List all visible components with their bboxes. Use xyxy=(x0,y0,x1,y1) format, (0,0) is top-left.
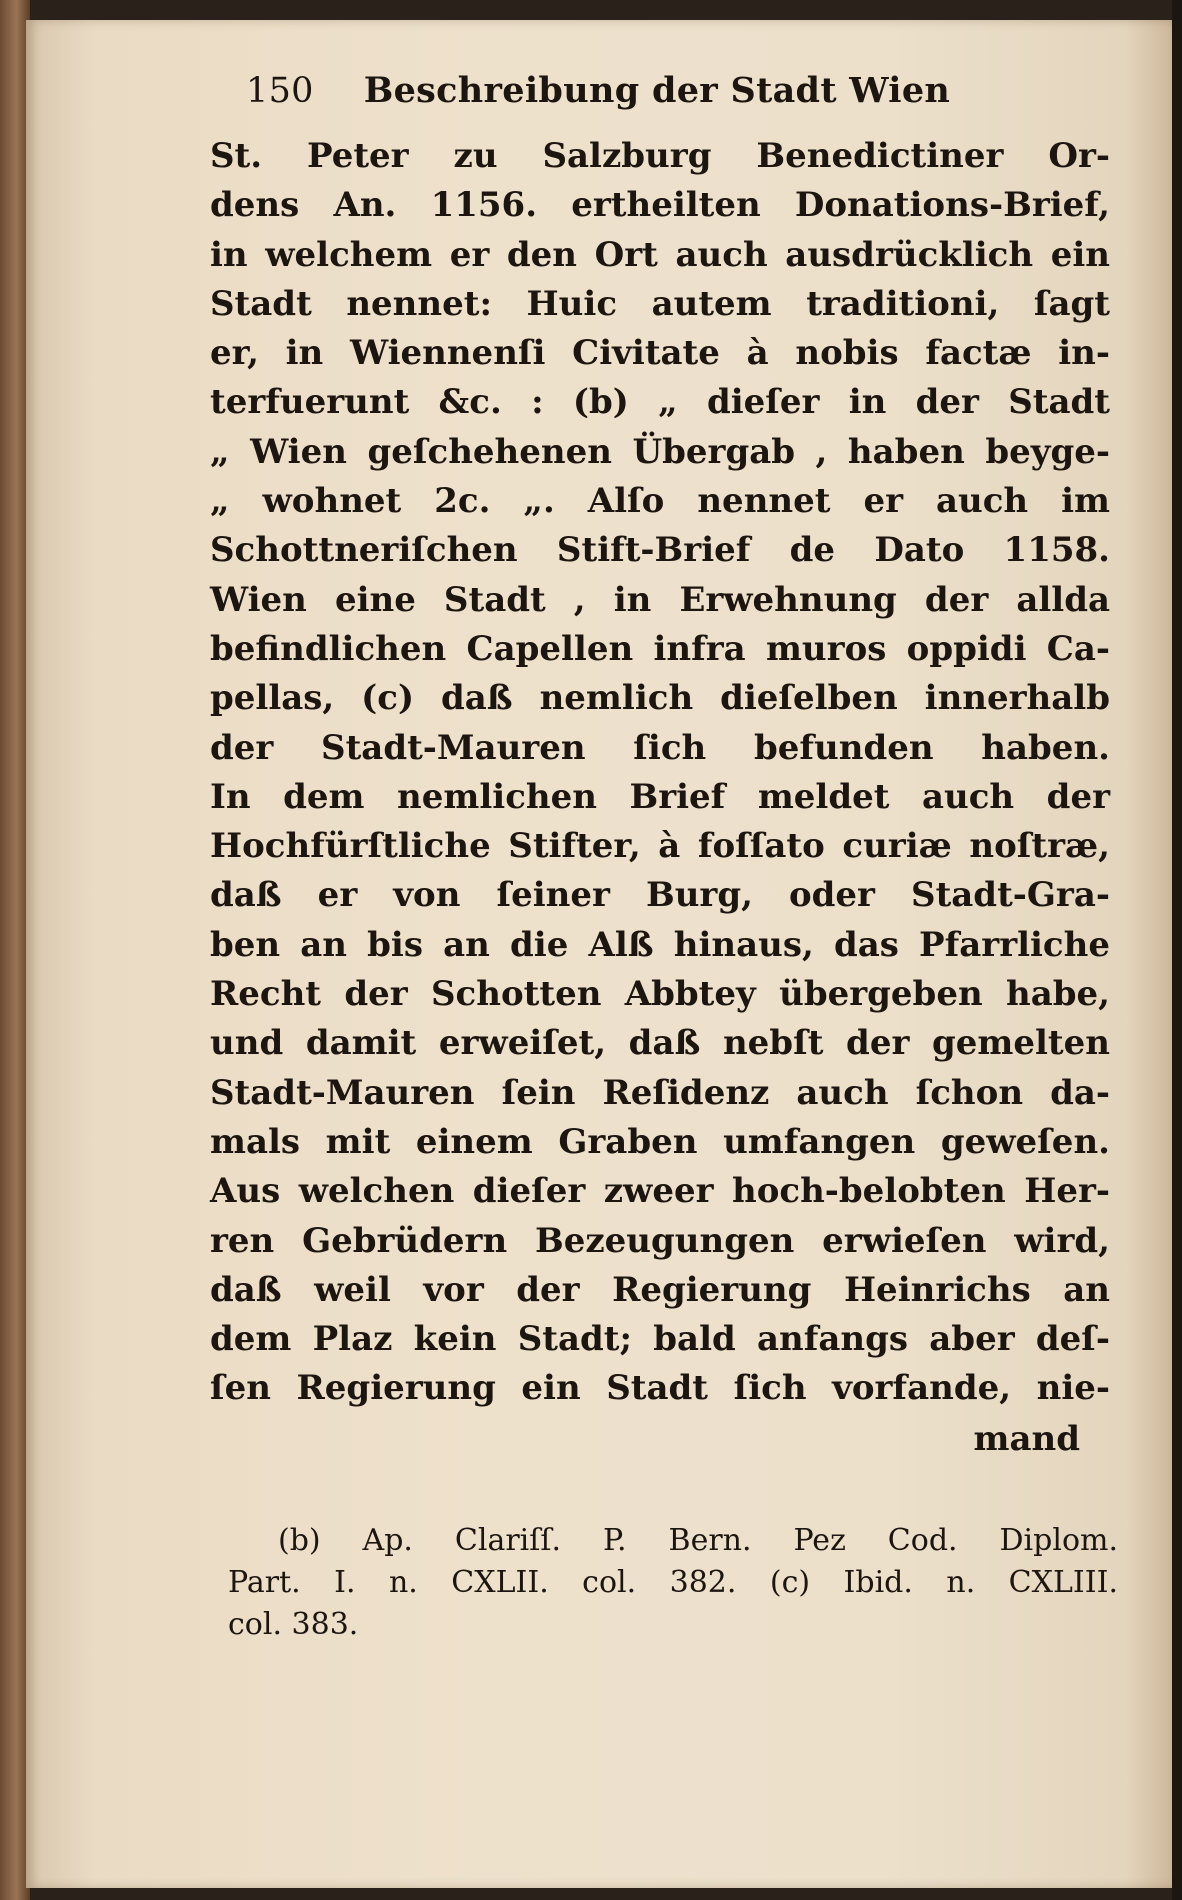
text-line: dens An. 1156. ertheilten Donations-Brief, xyxy=(210,185,1110,226)
text-line: terfuerunt &c. : (b) „ dieſer in der Stadt xyxy=(210,382,1110,423)
text-line: Stadt-Mauren ſein Reſidenz auch ſchon da- xyxy=(210,1072,1110,1113)
running-head-title: Beschreibung der Stadt Wien xyxy=(363,70,951,111)
text-line: Aus welchen dieſer zweer hoch-belobten Her- xyxy=(210,1171,1110,1212)
catchword: mand xyxy=(973,1418,1080,1459)
text-line: Hochfürſtliche Stifter, à foſſato curiæ noſtræ, xyxy=(210,826,1110,867)
page-number: 150 xyxy=(246,71,314,111)
text-line: pellas, (c) daß nemlich dieſelben innerhalb xyxy=(210,678,1110,719)
text-line: in welchem er den Ort auch ausdrücklich ein xyxy=(210,234,1110,275)
text-line: dem Plaz kein Stadt; bald anfangs aber deſ- xyxy=(210,1319,1110,1360)
text-line: und damit erweiſet, daß nebſt der gemelten xyxy=(210,1023,1110,1064)
text-line: Recht der Schotten Abbtey übergeben habe, xyxy=(210,974,1110,1015)
dark-background-edge xyxy=(1172,0,1182,1900)
text-line: Schottneriſchen Stift-Brief de Dato 1158. xyxy=(210,530,1110,571)
text-line: ren Gebrüdern Bezeugungen erwieſen wird, xyxy=(210,1220,1110,1261)
text-line: Stadt nennet: Huic autem traditioni, ſagt xyxy=(210,283,1110,324)
body-text xyxy=(210,132,1110,1464)
text-line: Wien eine Stadt , in Erwehnung der allda xyxy=(210,579,1110,620)
text-line: daß weil vor der Regierung Heinrichs an xyxy=(210,1269,1110,1310)
page-text-block xyxy=(210,70,1110,1464)
text-line: mals mit einem Graben umfangen geweſen. xyxy=(210,1121,1110,1162)
text-line: ben an bis an die Alß hinaus, das Pfarrliche xyxy=(210,924,1110,965)
text-line: „ wohnet 2c. „. Alſo nennet er auch im xyxy=(210,481,1110,522)
text-line: In dem nemlichen Brief meldet auch der xyxy=(210,776,1110,817)
text-line: er, in Wiennenſi Civitate à nobis factæ in- xyxy=(210,333,1110,374)
text-line: befindlichen Capellen infra muros oppidi Ca- xyxy=(210,628,1110,669)
running-head xyxy=(210,70,1110,126)
footnote-line: Part. I. n. CXLII. col. 382. (c) Ibid. n. CXLIII. xyxy=(228,1565,1118,1600)
footnote-line: (b) Ap. Clariſſ. P. Bern. Pez Cod. Diplom. xyxy=(278,1523,1118,1558)
footnote-line: col. 383. xyxy=(228,1607,359,1642)
text-line: daß er von ſeiner Burg, oder Stadt-Gra- xyxy=(210,875,1110,916)
text-line: der Stadt-Mauren ſich befunden haben. xyxy=(210,727,1110,768)
footnotes xyxy=(228,1520,1118,1646)
text-line: „ Wien geſchehenen Übergab , haben beyge- xyxy=(210,431,1110,472)
text-line: ſen Regierung ein Stadt ſich vorfande, nie- xyxy=(210,1368,1110,1409)
text-line: St. Peter zu Salzburg Benedictiner Or- xyxy=(210,136,1110,176)
